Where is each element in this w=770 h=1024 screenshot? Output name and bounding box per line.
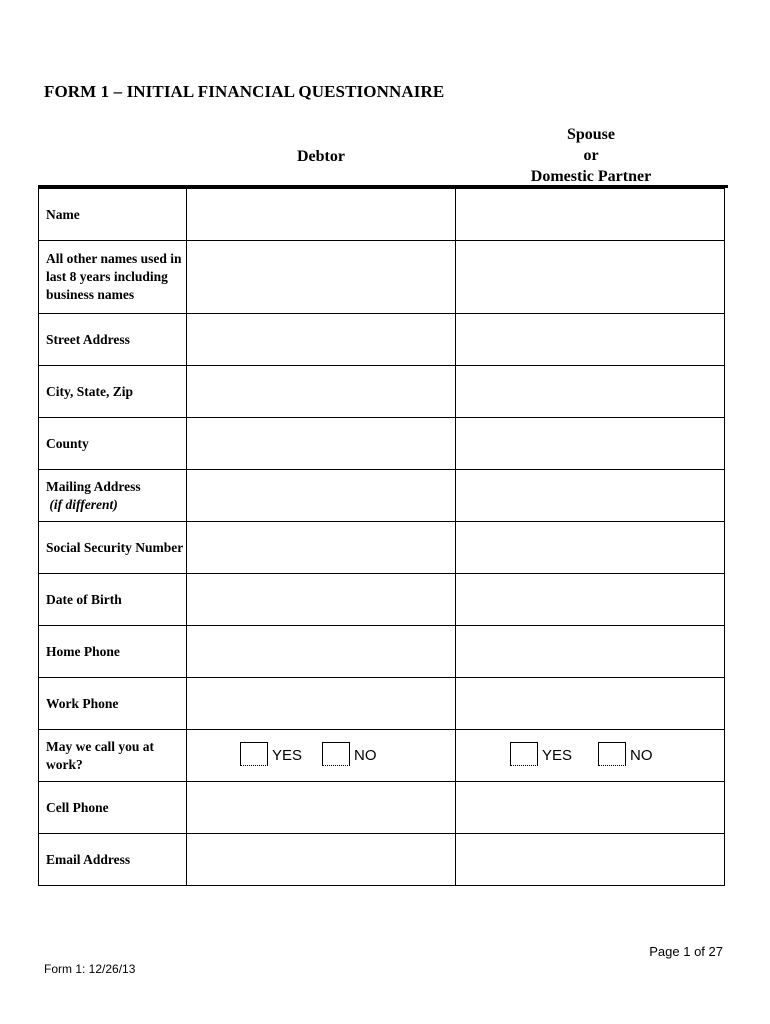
debtor-other-names-field[interactable] [187,241,456,314]
debtor-city-field[interactable] [187,366,456,418]
table-row [39,314,725,366]
page-number: Page 1 of 27 [649,944,723,959]
row-label-ssn: Social Security Number [39,522,187,574]
spouse-ssn-field[interactable] [456,522,725,574]
row-label-call-work: May we call you at work? [39,730,187,782]
column-header-spouse [456,124,726,187]
table-row [39,782,725,834]
row-label-county: County [39,418,187,470]
spouse-home-phone-field[interactable] [456,626,725,678]
row-label-city: City, State, Zip [39,366,187,418]
debtor-no-checkbox[interactable] [322,742,350,766]
debtor-county-field[interactable] [187,418,456,470]
table-row [39,470,725,522]
mailing-label-line1: Mailing Address [46,478,141,494]
spouse-yes-label: YES [542,747,573,764]
debtor-dob-field[interactable] [187,574,456,626]
spouse-city-field[interactable] [456,366,725,418]
debtor-email-field[interactable] [187,834,456,886]
debtor-yes-label: YES [272,747,303,764]
spouse-mailing-field[interactable] [456,470,725,522]
spouse-no-checkbox[interactable] [598,742,626,766]
debtor-yes-checkbox[interactable] [240,742,268,766]
row-label-street: Street Address [39,314,187,366]
row-label-email: Email Address [39,834,187,886]
table-row [39,730,725,782]
spouse-county-field[interactable] [456,418,725,470]
debtor-call-work-cell [187,730,456,782]
debtor-work-phone-field[interactable] [187,678,456,730]
row-label-other-names: All other names used in last 8 years including business names [39,241,187,314]
spouse-email-field[interactable] [456,834,725,886]
table-row [39,241,725,314]
questionnaire-table [38,188,725,886]
spouse-cell-phone-field[interactable] [456,782,725,834]
spouse-header-line1: Spouse [566,126,616,143]
table-row [39,678,725,730]
debtor-street-field[interactable] [187,314,456,366]
debtor-mailing-field[interactable] [187,470,456,522]
spouse-no-label: NO [630,747,653,764]
form-date: Form 1: 12/26/13 [44,962,136,976]
mailing-label-line2: (if different) [49,496,118,512]
table-row [39,418,725,470]
table-row [39,522,725,574]
column-header-debtor: Debtor [297,148,345,165]
spouse-dob-field[interactable] [456,574,725,626]
spouse-name-field[interactable] [456,189,725,241]
spouse-work-phone-field[interactable] [456,678,725,730]
table-row [39,366,725,418]
table-row [39,189,725,241]
table-row [39,626,725,678]
debtor-name-field[interactable] [187,189,456,241]
table-row [39,574,725,626]
spouse-call-work-cell [456,730,725,782]
row-label-dob: Date of Birth [39,574,187,626]
row-label-name: Name [39,189,187,241]
row-label-home-phone: Home Phone [39,626,187,678]
row-label-work-phone: Work Phone [39,678,187,730]
spouse-street-field[interactable] [456,314,725,366]
table-row [39,834,725,886]
form-title: FORM 1 – INITIAL FINANCIAL QUESTIONNAIRE [44,82,445,101]
debtor-cell-phone-field[interactable] [187,782,456,834]
row-label-cell-phone: Cell Phone [39,782,187,834]
debtor-home-phone-field[interactable] [187,626,456,678]
spouse-header-line2: or [583,147,599,164]
row-label-mailing [39,470,187,522]
debtor-ssn-field[interactable] [187,522,456,574]
spouse-header-line3: Domestic Partner [530,168,652,185]
debtor-no-label: NO [354,747,377,764]
spouse-other-names-field[interactable] [456,241,725,314]
spouse-yes-checkbox[interactable] [510,742,538,766]
